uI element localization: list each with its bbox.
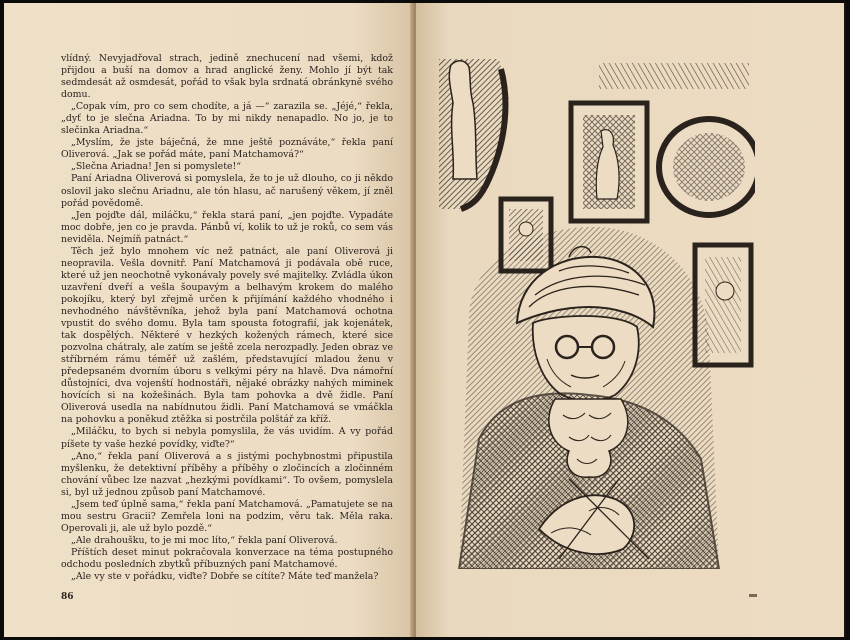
- paragraph: vlídný. Nevyjadřoval strach, jedině znechucení nad všemi, kdož přijdou a buší na domov a hrad anglické ženy. Mohlo jí být tak sedmdesát až osmdesát, pořád to však byla srdnatá obránkyně svého domu.: [61, 53, 393, 101]
- page-number: 86: [61, 592, 74, 602]
- paragraph: Těch jež bylo mnohem víc než patnáct, ale paní Oliverová ji neopravila. Vešla dovnitř. Paní Matchamová ji podávala obě ruce, které už jen neochotně vykonávaly povely své majitelky. Zvládla úkon uzavření dveří a vešla šoupavým a belhavým krokem do malého pokojíku, který byl zřejmě určen k přijímání každého vhodného i nevhodného návštěvníka, jehož byla paní Matchamová ochotna vpustit do svého domu. Byla tam spousta fotografií, jak kojenátek, tak dospělých. Některé v hezkých kožených rámech, které sice pozvolna chátraly, ale zatím se ještě zcela nerozpadly. Jeden obraz ve stříbrném rámu téměř už zašlém, představující mladou ženu v předepsaném dvorním úboru s velkými péry na hlavě. Dva námořní důstojníci, dva vojenští hodnostáři, nějaké obrázky nahých miminek hovících si na kožešinách. Byla tam pohovka a dvě židle. Paní Oliverová usedla na nabídnutou židli. Paní Matchamová se vmáčkla na pohovku a poněkud ztěžka si postrčila polštář za kříž.: [61, 245, 393, 426]
- body-text: [61, 53, 393, 583]
- paragraph: „Ale drahoušku, to je mi moc líto,“ řekla paní Oliverová.: [71, 534, 338, 546]
- paragraph: „Jsem teď úplně sama,“ řekla paní Matchamová. „Pamatujete se na mou sestru Gracii? Zemřela loni na podzim, věru tak. Měla raka. Operovali ji, ale už bylo pozdě.“: [61, 498, 393, 534]
- page-mark: [749, 594, 757, 597]
- paragraph: Paní Ariadna Oliverová si pomyslela, že to je už dlouho, co ji někdo oslovil jako slečnu Ariadnu, ale tón hlasu, ač narušený věkem, jí zněl pořád povědomě.: [61, 173, 393, 209]
- paragraph: „Jen pojďte dál, miláčku,“ řekla stará paní, „jen pojďte. Vypadáte moc dobře, jen co je pravda. Pánbů ví, kolik to už je roků, co sem vás neviděla. Nejmíň patnáct.“: [61, 209, 393, 245]
- paragraph: „Slečna Ariadna! Jen si pomyslete!“: [71, 161, 242, 173]
- book-spread: [4, 3, 846, 637]
- paragraph: „Myslím, že jste báječná, že mne ještě poznáváte,“ řekla paní Oliverová. „Jak se pořád máte, paní Matchamová?“: [61, 137, 393, 161]
- paragraph: „Copak vím, pro co sem chodíte, a já —“ zarazila se. „Jéjé,“ řekla, „dyť to je slečna Ariadna. To by mi nikdy nenapadlo. No jo, je to slečinka Ariadna.“: [61, 101, 393, 137]
- left-page: [4, 3, 414, 637]
- paragraph: „Miláčku, to bych si nebyla pomyslila, že vás uvidím. A vy pořád píšete ty vaše hezké povídky, viďte?“: [61, 426, 393, 450]
- paragraph: „Ale vy ste v pořádku, viďte? Dobře se cítíte? Máte teď manžela?: [71, 571, 379, 583]
- illustration-old-woman: [439, 59, 755, 569]
- paragraph: Příštích deset minut pokračovala konverzace na téma postupného odchodu posledních zbytků příbuzných paní Matchamové.: [61, 546, 393, 570]
- paragraph: „Ano,“ řekla paní Oliverová a s jistými pochybnostmi připustila myšlenku, že detektivní příběhy a příběhy o zločincích a zločinném chování vůbec lze nazvat „hezkými povídkami“. To ovšem, pomyslela si, byl už jednou způsob paní Matchamové.: [61, 450, 393, 498]
